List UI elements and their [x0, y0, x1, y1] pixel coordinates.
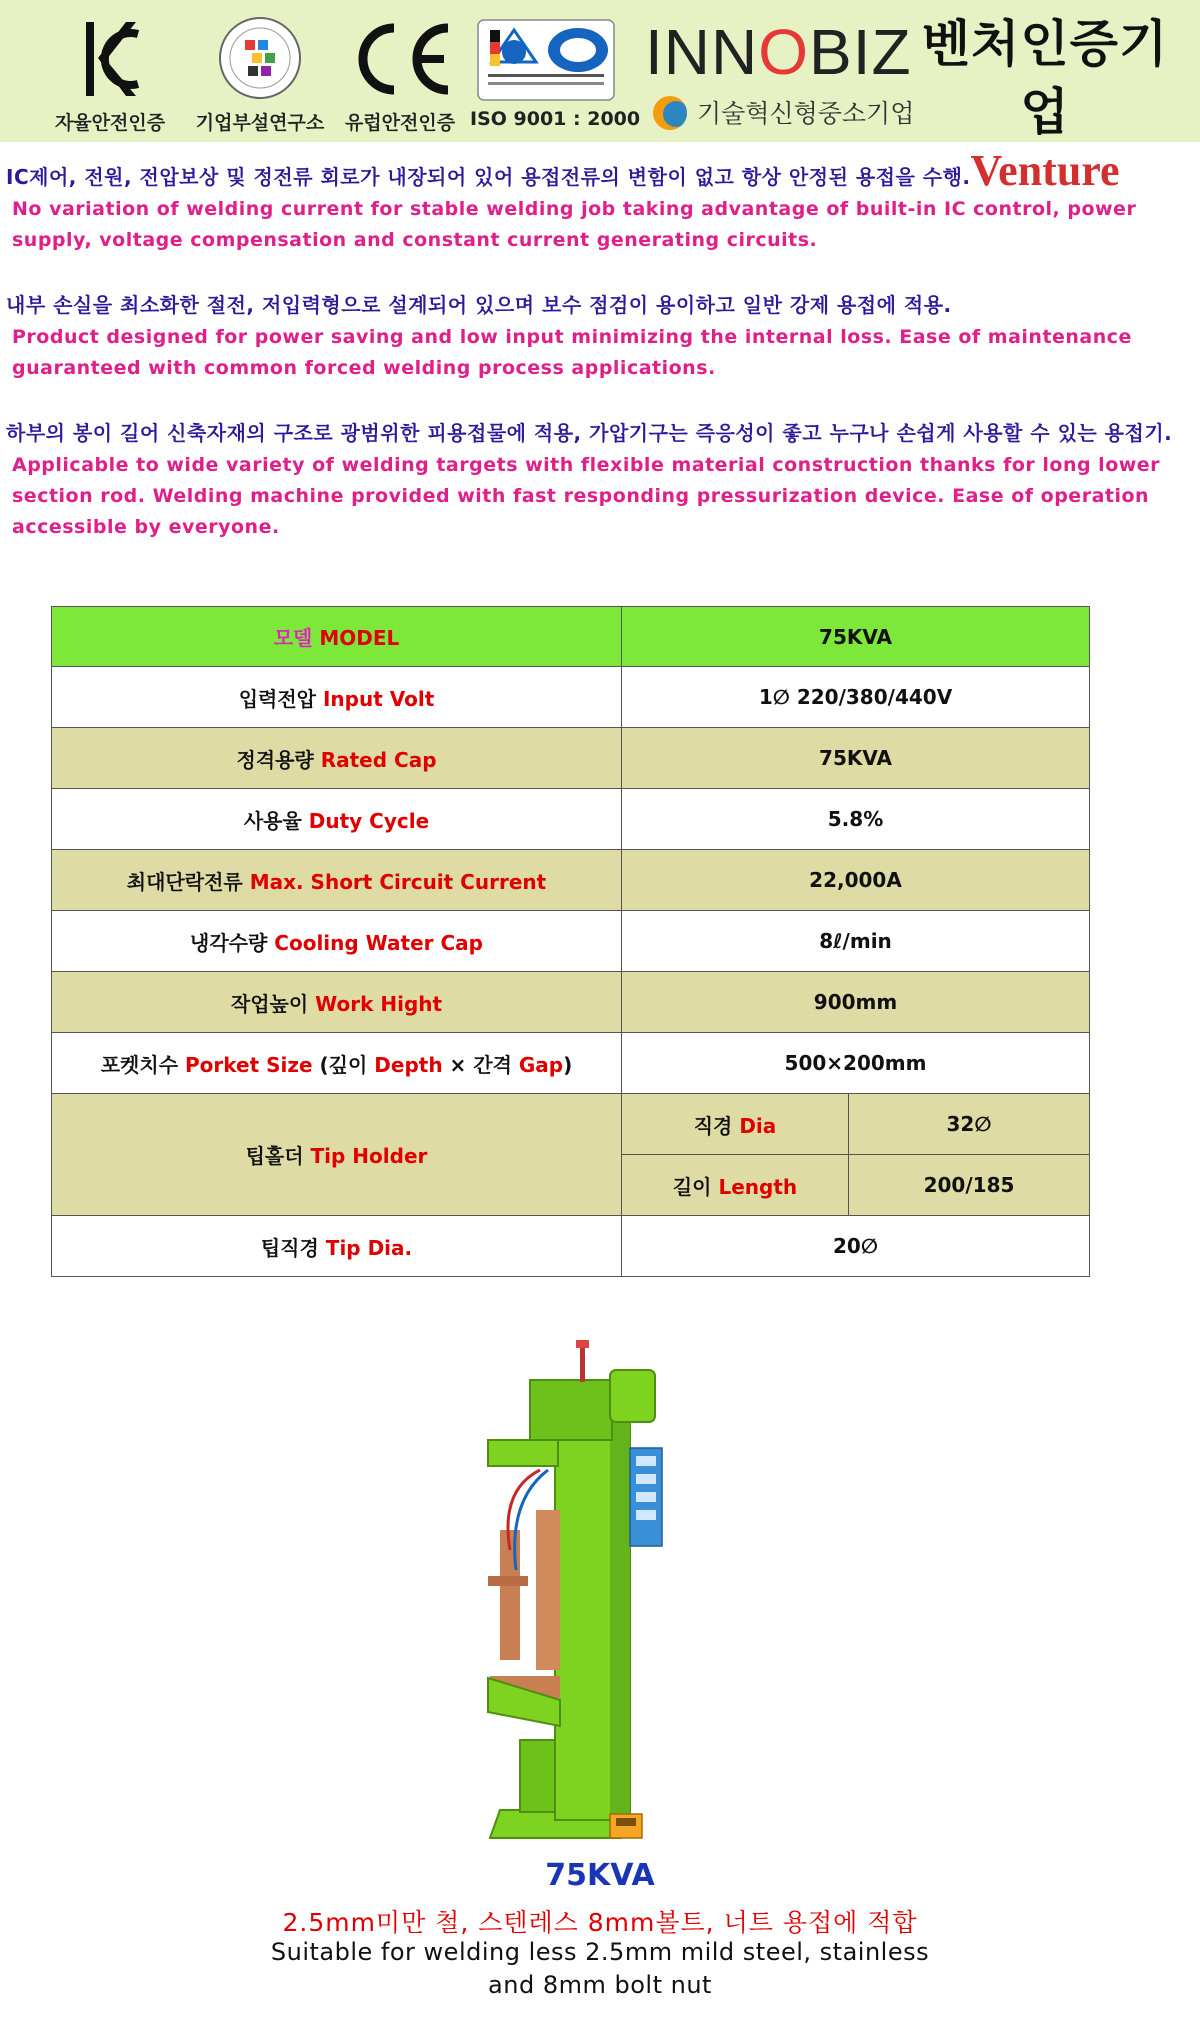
row-value: 8ℓ/min — [622, 911, 1090, 972]
tip-dia-ko: 팁직경 — [260, 1235, 319, 1260]
table-header-row — [52, 607, 1090, 667]
pocket-paren-open: (깊이 — [319, 1052, 368, 1077]
tip-dia-label — [52, 1216, 622, 1277]
spec-table — [51, 606, 1090, 1277]
header-value: 75KVA — [622, 607, 1090, 667]
description-en: No variation of welding current for stable welding job taking advantage of built-in IC control, power supply, voltage compensation and constant current generating circuits. — [12, 198, 1137, 251]
dia-ko: 직경 — [693, 1113, 733, 1138]
row-en: Duty Cycle — [308, 808, 430, 833]
research-institute-label: 기업부설연구소 — [195, 112, 325, 134]
row-value: 22,000A — [622, 850, 1090, 911]
tip-holder-en: Tip Holder — [310, 1144, 428, 1168]
row-label — [52, 667, 622, 728]
row-ko: 입력전압 — [238, 686, 316, 711]
kc-label: 자율안전인증 — [54, 112, 166, 134]
row-label — [52, 972, 622, 1033]
innobiz-word-b: BIZ — [809, 16, 912, 88]
row-label — [52, 850, 622, 911]
row-value: 5.8% — [622, 789, 1090, 850]
header-en: MODEL — [319, 626, 400, 650]
row-label — [52, 911, 622, 972]
dia-en: Dia — [739, 1113, 777, 1138]
row-en: Rated Cap — [320, 747, 437, 772]
length-en: Length — [718, 1174, 798, 1199]
row-ko: 사용율 — [243, 808, 302, 833]
row-value: 1∅ 220/380/440V — [622, 667, 1090, 728]
venture-certification — [905, 10, 1185, 195]
row-ko: 최대단락전류 — [126, 869, 243, 894]
length-ko: 길이 — [672, 1174, 712, 1199]
header-ko: 모델 — [273, 626, 313, 650]
iso-certification — [470, 0, 641, 142]
research-institute-certification — [190, 0, 330, 142]
research-institute-seal-icon — [190, 0, 330, 105]
table-row — [52, 911, 1090, 972]
innobiz-word-a: INN — [645, 16, 759, 88]
dia-label — [622, 1094, 849, 1155]
product-caption-en — [0, 1936, 1200, 2002]
length-label — [622, 1155, 849, 1216]
kc-mark-icon — [40, 0, 180, 105]
product-model: 75KVA — [545, 1858, 655, 1893]
pocket-en: Porket Size — [184, 1052, 313, 1077]
description-block-2 — [6, 288, 1194, 384]
description-ko: 내부 손실을 최소화한 절전, 저입력형으로 설계되어 있으며 보수 점검이 용이하고 일반 강제 용접에 적용. — [6, 293, 952, 317]
ce-label: 유럽안전인증 — [344, 112, 456, 134]
pocket-paren-close: ) — [563, 1052, 573, 1077]
tip-dia-value: 20∅ — [622, 1216, 1090, 1277]
innobiz-subtitle: 기술혁신형중소기업 — [697, 99, 915, 128]
row-en: Max. Short Circuit Current — [249, 869, 547, 894]
innobiz-logo — [645, 12, 915, 137]
ce-mark-icon — [330, 0, 470, 105]
kc-certification — [40, 0, 180, 142]
table-row-pocket — [52, 1033, 1090, 1094]
pocket-gap-ko: 간격 — [473, 1052, 512, 1077]
innobiz-swirl-icon — [653, 96, 687, 130]
product-caption-ko: 2.5mm미만 철, 스텐레스 8mm볼트, 너트 용접에 적합 — [282, 1908, 918, 1937]
table-row — [52, 789, 1090, 850]
description-en: Product designed for power saving and low input minimizing the internal loss. Ease of maintenance guaranteed with common forced welding process applications. — [12, 326, 1132, 379]
description-block-3 — [6, 416, 1194, 543]
description-ko: IC제어, 전원, 전압보상 및 정전류 회로가 내장되어 있어 용접전류의 변함이 없고 항상 안정된 용접을 수행. — [6, 165, 971, 189]
description-en: Applicable to wide variety of welding targets with flexible material construction thanks for long lower section rod. Welding machine provided with fast responding pressurization device. Ease of operation accessible by everyone. — [12, 454, 1161, 538]
description-block-1 — [6, 160, 1194, 256]
venture-en: Venture — [970, 146, 1120, 195]
pocket-label — [52, 1033, 622, 1094]
table-row — [52, 972, 1090, 1033]
table-row — [52, 728, 1090, 789]
table-row — [52, 667, 1090, 728]
pocket-gap-en: Gap — [518, 1052, 564, 1077]
row-value: 75KVA — [622, 728, 1090, 789]
row-value: 900mm — [622, 972, 1090, 1033]
pocket-ko: 포켓치수 — [100, 1052, 179, 1077]
row-ko: 정격용량 — [236, 747, 314, 772]
innobiz-wordmark — [645, 12, 912, 92]
pocket-value: 500×200mm — [622, 1033, 1090, 1094]
tip-dia-en: Tip Dia. — [325, 1235, 413, 1260]
row-ko: 작업높이 — [230, 991, 309, 1016]
table-row-tip-holder-dia — [52, 1094, 1090, 1155]
iso-tga-iaf-logo-icon — [470, 0, 620, 105]
table-row — [52, 850, 1090, 911]
innobiz-word-o: O — [758, 16, 809, 88]
tip-holder-label — [52, 1094, 622, 1216]
row-label — [52, 789, 622, 850]
product-caption-en-line-1: Suitable for welding less 2.5mm mild steel, stainless — [270, 1938, 930, 1966]
pocket-times: × — [449, 1052, 467, 1077]
table-row-tip-dia — [52, 1216, 1090, 1277]
description-ko: 하부의 봉이 길어 신축자재의 구조로 광범위한 피용접물에 적용, 가압기구는 즉응성이 좋고 누구나 손쉽게 사용할 수 있는 용접기. — [6, 421, 1173, 445]
row-label — [52, 728, 622, 789]
row-ko: 냉각수량 — [190, 930, 268, 955]
row-en: Work Hight — [315, 991, 443, 1016]
row-en: Input Volt — [322, 686, 435, 711]
ce-certification — [330, 0, 470, 142]
length-value: 200/185 — [849, 1155, 1090, 1216]
dia-value: 32∅ — [849, 1094, 1090, 1155]
venture-ko: 벤처인증기업 — [921, 15, 1169, 141]
product-caption-en-line-2: and 8mm bolt nut — [488, 1971, 712, 1999]
spot-welder-machine-image — [460, 1340, 750, 1850]
iso-label: ISO 9001 : 2000 — [470, 108, 641, 130]
header-label — [52, 607, 622, 667]
pocket-depth: Depth — [374, 1052, 443, 1077]
tip-holder-ko: 팁홀더 — [245, 1144, 304, 1168]
row-en: Cooling Water Cap — [274, 930, 483, 955]
